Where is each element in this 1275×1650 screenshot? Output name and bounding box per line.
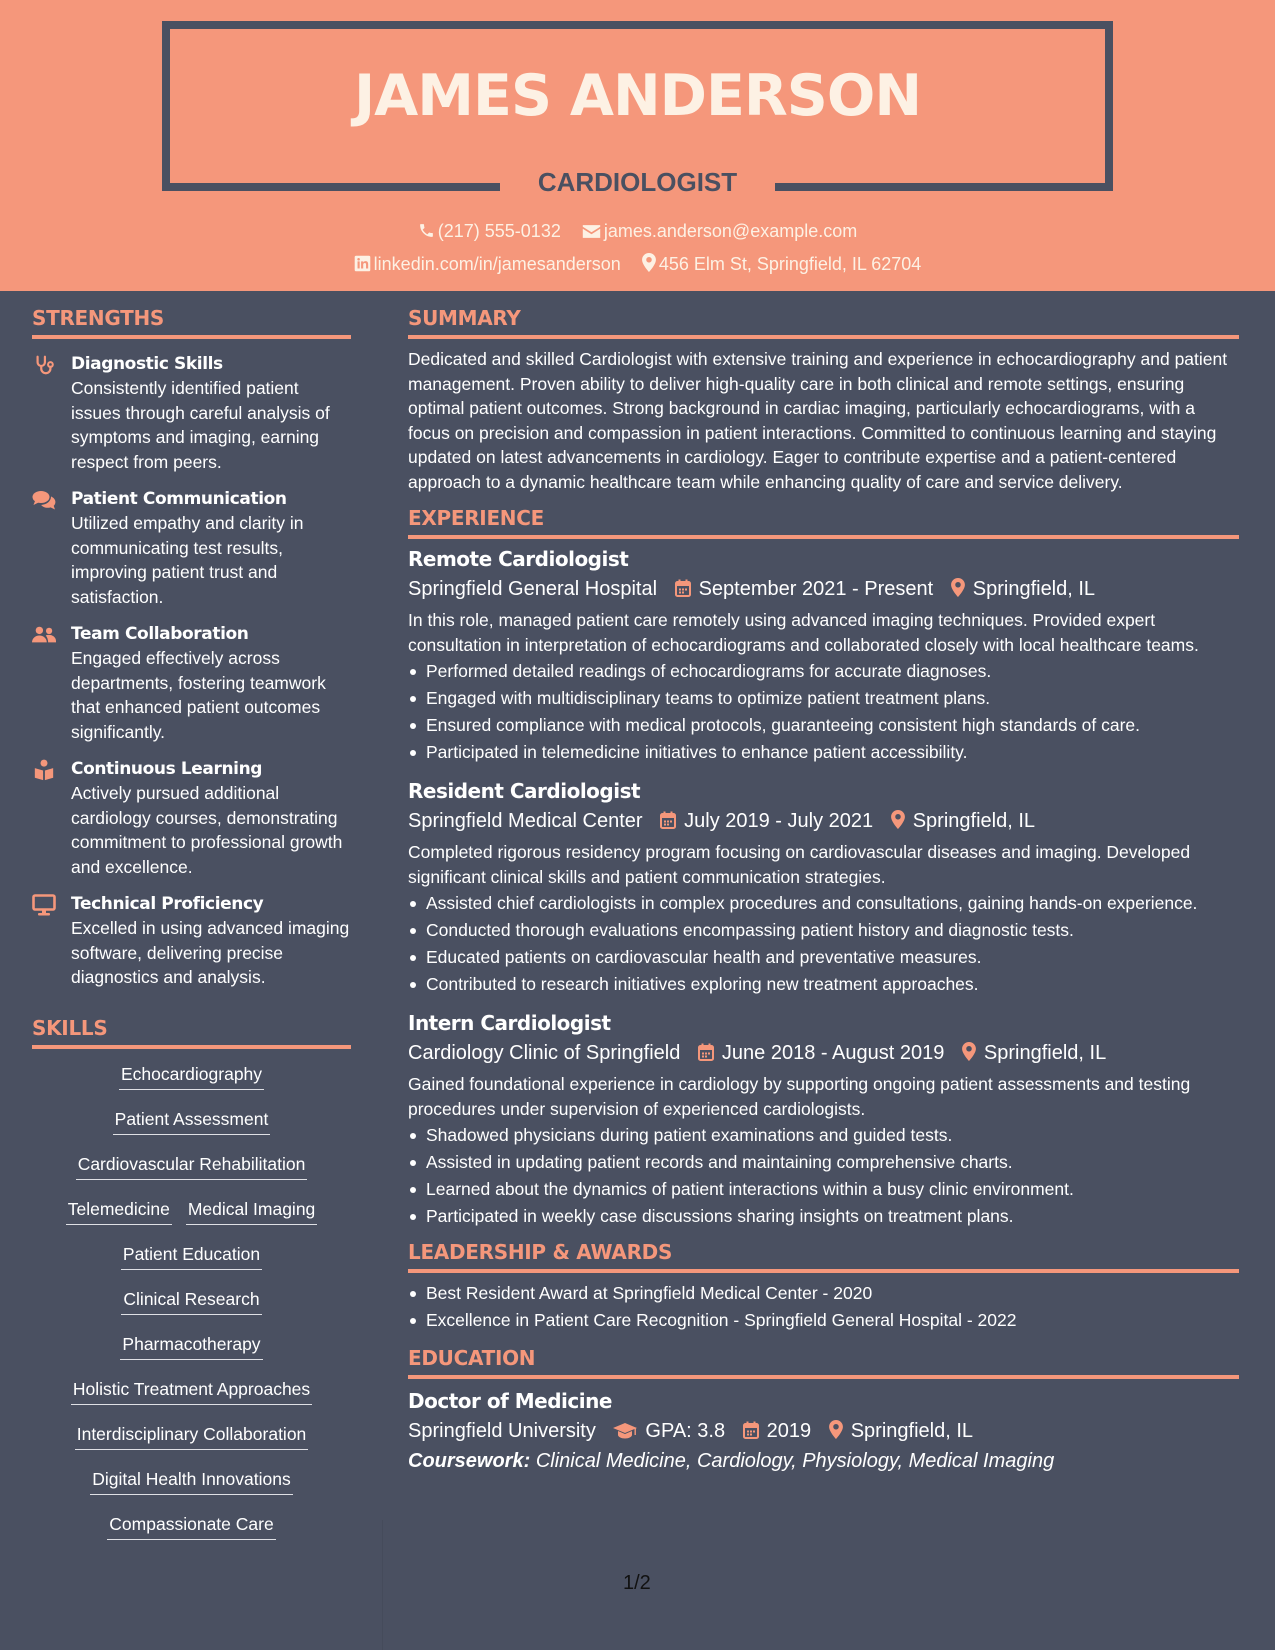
job-description: Gained foundational experience in cardiology by supporting ongoing patient assessments and testing procedures under supervision of experienced cardiologists. xyxy=(408,1074,1191,1119)
gpa: GPA: 3.8 xyxy=(645,1420,726,1442)
job-entry xyxy=(408,1009,1239,1228)
job-bullets xyxy=(408,659,1239,764)
candidate-name: JAMES ANDERSON xyxy=(353,63,922,129)
job-role: Resident Cardiologist xyxy=(408,779,641,803)
page-number: 1/2 xyxy=(623,1572,651,1594)
strength-item xyxy=(32,622,351,744)
calendar-icon xyxy=(660,811,676,829)
strengths-heading: STRENGTHS xyxy=(32,306,351,339)
school-name: Springfield University xyxy=(408,1420,596,1442)
strength-item xyxy=(32,352,351,474)
strength-title: Team Collaboration xyxy=(71,624,249,644)
phone-contact[interactable] xyxy=(418,221,561,242)
users-icon xyxy=(32,624,56,646)
linkedin-icon xyxy=(354,255,371,272)
job-bullet: Assisted chief cardiologists in complex procedures and consultations, gaining hands-on experience. xyxy=(408,891,1239,915)
contact-row-2 xyxy=(0,253,1275,275)
job-bullet: Performed detailed readings of echocardiograms for accurate diagnoses. xyxy=(408,659,1239,683)
strength-title: Patient Communication xyxy=(71,489,287,509)
graduation-cap-icon xyxy=(613,1423,637,1439)
job-entry xyxy=(408,777,1239,996)
address-contact xyxy=(642,253,922,275)
education-meta xyxy=(408,1416,1239,1446)
map-marker-icon xyxy=(891,810,905,829)
strength-description: Actively pursued additional cardiology courses, demonstrating commitment to professional growth and excellence. xyxy=(71,783,343,877)
job-location: Springfield, IL xyxy=(983,1042,1107,1064)
skill-tag: Patient Assessment xyxy=(113,1109,271,1135)
phone-icon xyxy=(418,222,435,239)
job-meta xyxy=(408,1038,1239,1068)
job-role: Intern Cardiologist xyxy=(408,1011,611,1035)
strength-title: Diagnostic Skills xyxy=(71,354,223,374)
job-bullet: Assisted in updating patient records and maintaining comprehensive charts. xyxy=(408,1150,1239,1174)
skill-tag: Telemedicine xyxy=(66,1199,172,1225)
right-column xyxy=(408,306,1239,1476)
school-location: Springfield, IL xyxy=(850,1420,974,1442)
job-bullet: Participated in weekly case discussions sharing insights on treatment plans. xyxy=(408,1204,1239,1228)
skill-tag: Compassionate Care xyxy=(107,1514,275,1540)
job-bullet: Educated patients on cardiovascular health and preventative measures. xyxy=(408,945,1239,969)
skill-tag: Pharmacotherapy xyxy=(120,1334,262,1360)
map-marker-icon xyxy=(951,578,965,597)
job-entry xyxy=(408,545,1239,764)
strength-title: Technical Proficiency xyxy=(71,894,264,914)
job-dates: September 2021 - Present xyxy=(698,578,934,600)
book-reader-icon xyxy=(32,759,56,781)
envelope-icon xyxy=(582,224,601,239)
experience-heading: EXPERIENCE xyxy=(408,506,1239,539)
education-section xyxy=(408,1346,1239,1476)
skill-tag: Clinical Research xyxy=(121,1289,261,1315)
comments-icon xyxy=(32,489,56,511)
skill-tag: Cardiovascular Rehabilitation xyxy=(76,1154,308,1180)
calendar-icon xyxy=(743,1421,759,1439)
linkedin-contact[interactable] xyxy=(354,254,621,275)
job-bullet: Contributed to research initiatives exploring new treatment approaches. xyxy=(408,972,1239,996)
skills-heading: SKILLS xyxy=(32,1016,351,1049)
strength-item xyxy=(32,892,351,990)
awards-list xyxy=(408,1281,1239,1332)
skill-tag: Patient Education xyxy=(121,1244,262,1270)
award-item: Best Resident Award at Springfield Medical Center - 2020 xyxy=(408,1281,1239,1305)
job-employer: Springfield General Hospital xyxy=(408,578,658,600)
coursework-list: Clinical Medicine, Cardiology, Physiology, Medical Imaging xyxy=(535,1450,1055,1472)
job-meta xyxy=(408,806,1239,836)
strength-item xyxy=(32,757,351,879)
email-text: james.anderson@example.com xyxy=(603,221,858,241)
graduation-year: 2019 xyxy=(766,1420,812,1442)
email-contact[interactable] xyxy=(582,221,857,242)
awards-heading: LEADERSHIP & AWARDS xyxy=(408,1240,1239,1273)
map-marker-icon xyxy=(642,253,656,272)
education-heading: EDUCATION xyxy=(408,1346,1239,1379)
calendar-icon xyxy=(675,579,691,597)
awards-section xyxy=(408,1240,1239,1332)
coursework xyxy=(408,1446,1239,1476)
job-bullet: Participated in telemedicine initiatives to enhance patient accessibility. xyxy=(408,740,1239,764)
job-bullet: Learned about the dynamics of patient interactions within a busy clinic environment. xyxy=(408,1177,1239,1201)
summary-heading: SUMMARY xyxy=(408,306,1239,339)
calendar-icon xyxy=(698,1043,714,1061)
skill-tag: Digital Health Innovations xyxy=(90,1469,292,1495)
job-description: Completed rigorous residency program focusing on cardiovascular diseases and imaging. Developed significant clinical skills and patient communication strategies. xyxy=(408,842,1191,887)
job-dates: July 2019 - July 2021 xyxy=(684,810,874,832)
job-bullets xyxy=(408,1123,1239,1228)
skill-tag: Holistic Treatment Approaches xyxy=(71,1379,312,1405)
job-bullet: Shadowed physicians during patient examinations and guided tests. xyxy=(408,1123,1239,1147)
job-employer: Springfield Medical Center xyxy=(408,810,643,832)
skill-tag: Medical Imaging xyxy=(186,1199,317,1225)
address-text: 456 Elm St, Springfield, IL 62704 xyxy=(658,254,922,274)
strength-description: Utilized empathy and clarity in communicating test results, improving patient trust and satisfaction. xyxy=(71,513,304,607)
job-bullet: Conducted thorough evaluations encompassing patient history and diagnostic tests. xyxy=(408,918,1239,942)
strength-description: Consistently identified patient issues through careful analysis of symptoms and imaging, earning respect from peers. xyxy=(71,378,330,472)
desktop-icon xyxy=(32,894,56,916)
summary-text: Dedicated and skilled Cardiologist with extensive training and experience in echocardiography and patient management. Proven ability to deliver high-quality care in both clinical and remote settings, ensuring optimal patient outcomes. Strong background in cardiac imaging, particularly echocardiograms, with a focus on precision and compassion in patient interactions. Committed to continuous learning and staying updated on latest advancements in cardiology. Eager to contribute expertise and a patient-centered approach to a dynamic healthcare team while enhancing quality of care and service delivery. xyxy=(408,349,1228,492)
skill-tag: Interdisciplinary Collaboration xyxy=(75,1424,309,1450)
skills-list xyxy=(32,1064,351,1559)
job-bullets xyxy=(408,891,1239,996)
job-title: CARDIOLOGIST xyxy=(537,167,738,197)
coursework-label: Coursework: xyxy=(408,1450,531,1472)
job-description: In this role, managed patient care remotely using advanced imaging techniques. Provided expert consultation in interpretation of echocardiograms and collaborated closely with local healthcare teams. xyxy=(408,610,1199,655)
strength-title: Continuous Learning xyxy=(71,759,263,779)
job-meta xyxy=(408,574,1239,604)
linkedin-text: linkedin.com/in/jamesanderson xyxy=(373,254,621,274)
strength-description: Engaged effectively across departments, fostering teamwork that enhanced patient outcomes significantly. xyxy=(71,648,326,742)
map-marker-icon xyxy=(962,1042,976,1061)
job-bullet: Engaged with multidisciplinary teams to optimize patient treatment plans. xyxy=(408,686,1239,710)
contact-row-1 xyxy=(0,221,1275,242)
job-employer: Cardiology Clinic of Springfield xyxy=(408,1042,681,1064)
left-column xyxy=(32,306,351,1559)
strength-item xyxy=(32,487,351,609)
skill-tag: Echocardiography xyxy=(119,1064,264,1090)
experience-section xyxy=(408,506,1239,1228)
job-location: Springfield, IL xyxy=(972,578,1096,600)
award-item: Excellence in Patient Care Recognition - Springfield General Hospital - 2022 xyxy=(408,1308,1239,1332)
degree-title: Doctor of Medicine xyxy=(408,1389,612,1413)
resume-header xyxy=(0,0,1275,291)
job-role: Remote Cardiologist xyxy=(408,547,629,571)
job-dates: June 2018 - August 2019 xyxy=(721,1042,945,1064)
map-marker-icon xyxy=(829,1420,843,1439)
strength-description: Excelled in using advanced imaging software, delivering precise diagnostics and analysis. xyxy=(71,918,350,987)
stethoscope-icon xyxy=(32,354,56,376)
job-bullet: Ensured compliance with medical protocols, guaranteeing consistent high standards of care. xyxy=(408,713,1239,737)
phone-text: (217) 555-0132 xyxy=(437,221,561,241)
job-location: Springfield, IL xyxy=(912,810,1035,832)
